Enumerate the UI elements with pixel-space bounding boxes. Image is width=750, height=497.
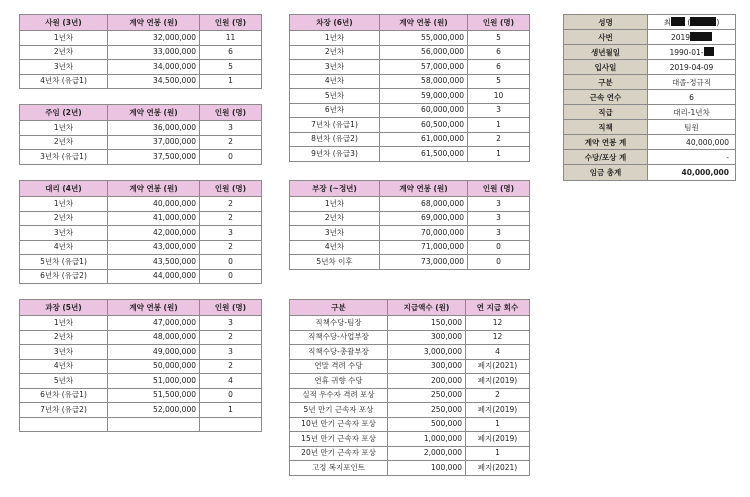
column-header: 계약 연봉 (원) xyxy=(108,15,200,31)
table-row xyxy=(20,74,262,89)
column-header: 주임 (2년) xyxy=(20,105,108,121)
table-cell: 58,000,000 xyxy=(380,74,468,89)
table-cell: 폐지(2019) xyxy=(466,432,530,447)
staff-table xyxy=(19,14,262,89)
table-row xyxy=(20,388,262,403)
table-cell: 300,000 xyxy=(388,359,466,374)
table-cell: 3 xyxy=(200,226,262,241)
table-cell: 4년차 xyxy=(290,240,380,255)
column-header: 계약 연봉 (원) xyxy=(380,15,468,31)
table-cell: 59,000,000 xyxy=(380,89,468,104)
table-row xyxy=(290,461,530,476)
table-cell: 100,000 xyxy=(388,461,466,476)
join-value: 2019-04-09 xyxy=(648,60,736,75)
name-value: 최 ( ) xyxy=(648,15,736,30)
table-cell: 6 xyxy=(200,45,262,60)
table-cell: 42,000,000 xyxy=(108,226,200,241)
table-cell: 직책수당-사업부장 xyxy=(290,330,388,345)
table-cell: 1년차 xyxy=(20,197,108,212)
table-cell: 5 xyxy=(200,60,262,75)
table-row xyxy=(20,359,262,374)
table-cell: 6 xyxy=(468,60,530,75)
role-label: 직책 xyxy=(564,120,648,135)
table-header-row xyxy=(20,15,262,31)
table-cell: 3 xyxy=(468,226,530,241)
table-cell: 7년차 (유급1) xyxy=(290,118,380,133)
table-cell: 12 xyxy=(466,330,530,345)
table-cell: 50,000,000 xyxy=(108,359,200,374)
column-header: 과장 (5년) xyxy=(20,300,108,316)
chief-table xyxy=(289,14,530,162)
rank-value: 대리-1년차 xyxy=(648,105,736,120)
table-cell: 1년차 xyxy=(290,197,380,212)
empty-row xyxy=(20,417,262,432)
table-row xyxy=(20,316,262,331)
bonus-label: 수당/포상 계 xyxy=(564,150,648,165)
birth-value: 1990-01- xyxy=(648,45,736,60)
table-cell: 61,000,000 xyxy=(380,132,468,147)
table-row xyxy=(290,31,530,46)
table-row xyxy=(20,31,262,46)
table-row xyxy=(20,226,262,241)
table-cell: 1 xyxy=(466,417,530,432)
table-cell: 3 xyxy=(200,345,262,360)
table-header-row xyxy=(290,300,530,316)
salary-label: 계약 연봉 계 xyxy=(564,135,648,150)
table-row xyxy=(290,211,530,226)
table-cell: 2 xyxy=(200,197,262,212)
column-header: 계약 연봉 (원) xyxy=(108,181,200,197)
table-row xyxy=(290,432,530,447)
table-cell: 34,000,000 xyxy=(108,60,200,75)
table-cell: 5년 만기 근속자 포상 xyxy=(290,403,388,418)
table-cell: 0 xyxy=(200,255,262,270)
rank-label: 직급 xyxy=(564,105,648,120)
table-cell: 6년차 (유급2) xyxy=(20,269,108,284)
table-cell: 2 xyxy=(200,240,262,255)
table-cell: 0 xyxy=(200,269,262,284)
table-cell: 3년차 xyxy=(20,60,108,75)
table-cell: 연말 격려 수당 xyxy=(290,359,388,374)
table-cell: 3 xyxy=(468,197,530,212)
table-cell: 43,000,000 xyxy=(108,240,200,255)
table-row xyxy=(290,197,530,212)
table-cell: 8년차 (유급2) xyxy=(290,132,380,147)
table-cell: 2년차 xyxy=(290,211,380,226)
deputy-table xyxy=(19,180,262,284)
table-row xyxy=(290,374,530,389)
table-cell: 200,000 xyxy=(388,374,466,389)
table-cell: 1 xyxy=(468,118,530,133)
table-cell: 1년차 xyxy=(20,31,108,46)
type-value: 대졸-정규직 xyxy=(648,75,736,90)
table-cell: 5년차 (유급1) xyxy=(20,255,108,270)
table-cell: 5 xyxy=(468,31,530,46)
table-row xyxy=(20,135,262,150)
table-cell: 폐지(2021) xyxy=(466,461,530,476)
table-row xyxy=(20,211,262,226)
table-cell: 0 xyxy=(468,240,530,255)
table-cell: 51,000,000 xyxy=(108,374,200,389)
table-row xyxy=(20,269,262,284)
table-cell: 직책수당-총괄부장 xyxy=(290,345,388,360)
assistant-table xyxy=(19,104,262,165)
table-cell: 4년차 (유급1) xyxy=(20,74,108,89)
info-row-name xyxy=(564,15,736,30)
table-cell: 43,500,000 xyxy=(108,255,200,270)
table-row xyxy=(290,345,530,360)
table-cell: 52,000,000 xyxy=(108,403,200,418)
table-cell: 37,500,000 xyxy=(108,150,200,165)
info-row-birth xyxy=(564,45,736,60)
table-cell: 34,500,000 xyxy=(108,74,200,89)
table-cell: 1 xyxy=(468,147,530,162)
table-row xyxy=(290,403,530,418)
table-cell: 73,000,000 xyxy=(380,255,468,270)
table-cell: 3년차 (유급1) xyxy=(20,150,108,165)
column-header: 인원 (명) xyxy=(468,15,530,31)
table-row xyxy=(290,359,530,374)
column-header: 계약 연봉 (원) xyxy=(108,105,200,121)
table-cell: 6년차 (유급1) xyxy=(20,388,108,403)
table-cell: 1 xyxy=(466,446,530,461)
table-cell: 0 xyxy=(200,388,262,403)
info-row-salary xyxy=(564,135,736,150)
table-cell: 70,000,000 xyxy=(380,226,468,241)
table-row xyxy=(290,417,530,432)
table-cell: 11 xyxy=(200,31,262,46)
table-cell: 3 xyxy=(468,103,530,118)
table-header-row xyxy=(20,181,262,197)
table-cell: 500,000 xyxy=(388,417,466,432)
table-cell: 250,000 xyxy=(388,403,466,418)
table-cell: 1년차 xyxy=(20,121,108,136)
table-row xyxy=(20,121,262,136)
table-cell: 1 xyxy=(200,74,262,89)
table-cell: 57,000,000 xyxy=(380,60,468,75)
table-row xyxy=(20,45,262,60)
table-row xyxy=(20,374,262,389)
table-cell: 5년차 xyxy=(290,89,380,104)
table-cell: 실적 우수자 격려 포상 xyxy=(290,388,388,403)
table-cell: 2 xyxy=(200,359,262,374)
table-cell: 6 xyxy=(468,45,530,60)
total-value: 40,000,000 xyxy=(648,165,736,181)
table-cell: 48,000,000 xyxy=(108,330,200,345)
table-cell: 32,000,000 xyxy=(108,31,200,46)
table-row xyxy=(290,446,530,461)
info-row-rank xyxy=(564,105,736,120)
table-cell: 56,000,000 xyxy=(380,45,468,60)
table-cell: 1 xyxy=(200,403,262,418)
role-value: 팀원 xyxy=(648,120,736,135)
table-header-row xyxy=(20,105,262,121)
table-row xyxy=(290,147,530,162)
table-cell: 37,000,000 xyxy=(108,135,200,150)
table-row xyxy=(290,60,530,75)
info-row-total xyxy=(564,165,736,181)
table-row xyxy=(20,240,262,255)
column-header: 인원 (명) xyxy=(468,181,530,197)
redaction-mask xyxy=(704,47,714,56)
type-label: 구분 xyxy=(564,75,648,90)
total-label: 임금 총계 xyxy=(564,165,648,181)
table-cell: 0 xyxy=(200,150,262,165)
bonus-value: - xyxy=(648,150,736,165)
name-label: 성명 xyxy=(564,15,648,30)
column-header: 인원 (명) xyxy=(200,300,262,316)
table-row xyxy=(290,118,530,133)
table-cell: 2 xyxy=(200,135,262,150)
redaction-mask xyxy=(690,17,716,26)
table-cell: 2 xyxy=(466,388,530,403)
allowance-table xyxy=(289,299,530,476)
employee-info-card xyxy=(563,14,736,181)
id-label: 사번 xyxy=(564,30,648,45)
column-header: 계약 연봉 (원) xyxy=(380,181,468,197)
table-cell: 3 xyxy=(200,121,262,136)
table-cell: 36,000,000 xyxy=(108,121,200,136)
table-cell: 폐지(2019) xyxy=(466,403,530,418)
column-header: 차장 (6년) xyxy=(290,15,380,31)
table-cell: 3년차 xyxy=(290,226,380,241)
table-cell: 10년 만기 근속자 포상 xyxy=(290,417,388,432)
table-cell: 3,000,000 xyxy=(388,345,466,360)
table-cell: 10 xyxy=(468,89,530,104)
table-cell: 4 xyxy=(200,374,262,389)
table-row xyxy=(290,255,530,270)
table-cell: 4 xyxy=(466,345,530,360)
table-cell: 4년차 xyxy=(20,240,108,255)
salary-value: 40,000,000 xyxy=(648,135,736,150)
table-cell: 41,000,000 xyxy=(108,211,200,226)
table-cell: 6년차 xyxy=(290,103,380,118)
table-cell: 5년차 이후 xyxy=(290,255,380,270)
table-cell: 3년차 xyxy=(290,60,380,75)
table-cell: 2년차 xyxy=(20,135,108,150)
table-cell: 51,500,000 xyxy=(108,388,200,403)
table-row xyxy=(20,197,262,212)
table-cell: 4년차 xyxy=(290,74,380,89)
info-row-years xyxy=(564,90,736,105)
table-cell: 20년 만기 근속자 포상 xyxy=(290,446,388,461)
table-row xyxy=(290,388,530,403)
table-cell: 3 xyxy=(200,316,262,331)
table-cell: 15년 만기 근속자 포상 xyxy=(290,432,388,447)
table-row xyxy=(290,226,530,241)
table-cell: 고정 복지포인트 xyxy=(290,461,388,476)
table-cell: 직책수당-팀장 xyxy=(290,316,388,331)
table-cell: 40,000,000 xyxy=(108,197,200,212)
table-row xyxy=(290,132,530,147)
table-cell: 3년차 xyxy=(20,226,108,241)
table-row xyxy=(290,74,530,89)
column-header: 지급액수 (원) xyxy=(388,300,466,316)
column-header: 부장 (~정년) xyxy=(290,181,380,197)
table-cell: 47,000,000 xyxy=(108,316,200,331)
table-cell: 250,000 xyxy=(388,388,466,403)
table-cell: 2년차 xyxy=(20,330,108,345)
table-cell: 7년차 (유급2) xyxy=(20,403,108,418)
redaction-mask xyxy=(671,17,685,26)
director-table xyxy=(289,180,530,270)
column-header: 인원 (명) xyxy=(200,105,262,121)
manager-table xyxy=(19,299,262,432)
column-header: 인원 (명) xyxy=(200,15,262,31)
table-row xyxy=(290,45,530,60)
table-cell: 44,000,000 xyxy=(108,269,200,284)
table-cell: 2 xyxy=(468,132,530,147)
table-header-row xyxy=(290,181,530,197)
table-cell: 9년차 (유급3) xyxy=(290,147,380,162)
table-cell: 12 xyxy=(466,316,530,331)
table-row xyxy=(290,103,530,118)
table-cell: 49,000,000 xyxy=(108,345,200,360)
info-row-role xyxy=(564,120,736,135)
table-row xyxy=(20,403,262,418)
table-cell: 3년차 xyxy=(20,345,108,360)
table-cell: 2년차 xyxy=(20,211,108,226)
table-cell: 5 xyxy=(468,74,530,89)
table-header-row xyxy=(20,300,262,316)
table-cell: 150,000 xyxy=(388,316,466,331)
info-row-join xyxy=(564,60,736,75)
table-cell: 2 xyxy=(200,211,262,226)
table-cell: 2년차 xyxy=(20,45,108,60)
table-cell: 55,000,000 xyxy=(380,31,468,46)
table-cell: 3 xyxy=(468,211,530,226)
column-header: 연 지급 회수 xyxy=(466,300,530,316)
table-cell: 연휴 귀향 수당 xyxy=(290,374,388,389)
table-cell: 68,000,000 xyxy=(380,197,468,212)
birth-label: 생년월일 xyxy=(564,45,648,60)
table-cell: 1년차 xyxy=(290,31,380,46)
column-header: 대리 (4년) xyxy=(20,181,108,197)
column-header: 사원 (3년) xyxy=(20,15,108,31)
info-row-id xyxy=(564,30,736,45)
table-row xyxy=(290,240,530,255)
column-header: 계약 연봉 (원) xyxy=(108,300,200,316)
column-header: 구분 xyxy=(290,300,388,316)
table-cell: 60,000,000 xyxy=(380,103,468,118)
table-cell: 폐지(2021) xyxy=(466,359,530,374)
years-label: 근속 연수 xyxy=(564,90,648,105)
table-cell: 4년차 xyxy=(20,359,108,374)
table-row xyxy=(20,345,262,360)
table-cell: 1,000,000 xyxy=(388,432,466,447)
table-header-row xyxy=(290,15,530,31)
table-cell: 71,000,000 xyxy=(380,240,468,255)
table-row xyxy=(20,330,262,345)
years-value: 6 xyxy=(648,90,736,105)
table-cell: 60,500,000 xyxy=(380,118,468,133)
table-row xyxy=(20,150,262,165)
empty-cell xyxy=(108,417,200,432)
info-row-bonus xyxy=(564,150,736,165)
table-cell: 2년차 xyxy=(290,45,380,60)
table-cell: 69,000,000 xyxy=(380,211,468,226)
redaction-mask xyxy=(690,32,712,41)
table-cell: 0 xyxy=(468,255,530,270)
table-cell: 33,000,000 xyxy=(108,45,200,60)
table-row xyxy=(290,316,530,331)
info-row-type xyxy=(564,75,736,90)
table-row xyxy=(290,89,530,104)
table-cell: 300,000 xyxy=(388,330,466,345)
table-row xyxy=(20,60,262,75)
column-header: 인원 (명) xyxy=(200,181,262,197)
table-row xyxy=(20,255,262,270)
table-cell: 5년차 xyxy=(20,374,108,389)
table-cell: 2,000,000 xyxy=(388,446,466,461)
empty-cell xyxy=(20,417,108,432)
join-label: 입사일 xyxy=(564,60,648,75)
table-cell: 폐지(2019) xyxy=(466,374,530,389)
table-cell: 2 xyxy=(200,330,262,345)
empty-cell xyxy=(200,417,262,432)
table-row xyxy=(290,330,530,345)
table-cell: 61,500,000 xyxy=(380,147,468,162)
table-cell: 1년차 xyxy=(20,316,108,331)
id-value: 2019 xyxy=(648,30,736,45)
